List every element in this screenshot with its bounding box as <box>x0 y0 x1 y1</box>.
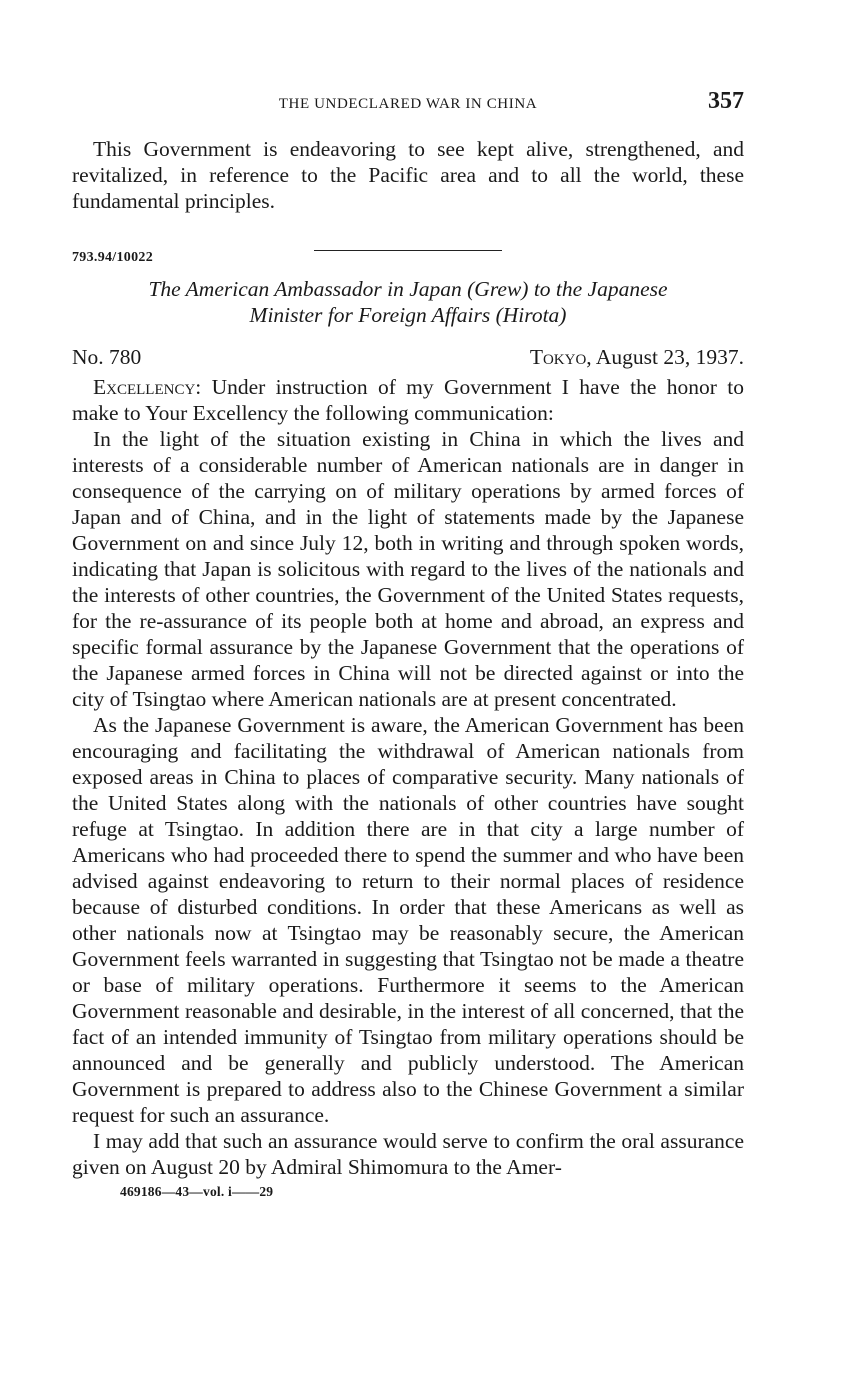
body-paragraph-1 <box>72 374 744 426</box>
running-head <box>72 88 744 118</box>
body-paragraph-4: I may add that such an assurance would serve to confirm the oral assurance given on August 20 by Admiral Shimomura to the Amer- <box>72 1129 744 1179</box>
date: August 23, 1937. <box>595 345 744 369</box>
document-page <box>72 88 744 1200</box>
salutation: Excellency: <box>93 375 202 399</box>
body-paragraph-3: As the Japanese Government is aware, the American Government has been encouraging and facilitating the withdrawal of American nationals from exposed areas in China to places of comparative security. Many nationals of the United States along with the nationals of other countries have sought refuge at Tsingtao. In addition there are in that city a large number of Americans who had proceeded there to spend the summer and who have been advised against endeavoring to return to their normal places of residence because of disturbed conditions. In order that these Americans as well as other nationals now at Tsingtao may be reasonably secure, the American Government feels warranted in suggesting that Tsingtao not be made a theatre or base of military operations. Furthermore it seems to the American Government reasonable and desirable, in the interest of all concerned, that the fact of an intended immunity of Tsingtao from military operations should be announced and be generally and publicly understood. The American Government is prepared to address also to the Chinese Government a similar request for such an assurance. <box>72 713 744 1127</box>
document-number: No. 780 <box>72 345 142 369</box>
place-date <box>530 344 744 370</box>
divider-rule <box>314 250 502 251</box>
printer-mark: 469186—43—vol. i——29 <box>120 1184 274 1199</box>
file-number: 793.94/10022 <box>72 250 153 265</box>
document-heading <box>72 276 744 328</box>
page-number: 357 <box>708 88 744 114</box>
heading-line-2: Minister for Foreign Affairs (Hirota) <box>249 303 567 327</box>
heading-line-1: The American Ambassador in Japan (Grew) to the Japanese <box>148 277 668 301</box>
intro-paragraph: This Government is endeavoring to see kept alive, strengthened, and revitalized, in reference to the Pacific area and to all the world, these fundamental principles. <box>72 137 744 213</box>
place: Tokyo, <box>529 345 592 369</box>
running-title: THE UNDECLARED WAR IN CHINA <box>278 96 538 112</box>
dateline <box>72 344 744 370</box>
body-paragraph-2: In the light of the situation existing in China in which the lives and interests of a considerable number of American nationals are in danger in consequence of the carrying on of military operations by armed forces of Japan and of China, and in the light of statements made by the Japanese Government on and since July 12, both in writing and through spoken words, indicating that Japan is solicitous with regard to the lives of the nationals and the interests of other countries, the Government of the United States requests, for the re-assurance of its people both at home and abroad, an express and specific formal assurance by the Japanese Government that the operations of the Japanese armed forces in China will not be directed against or into the city of Tsingtao where American nationals are at present concentrated. <box>72 427 744 711</box>
document-separator <box>72 246 744 276</box>
paragraph-text: Under instruction of my Government I have the honor to make to Your Excellency the following communication: <box>72 375 744 425</box>
